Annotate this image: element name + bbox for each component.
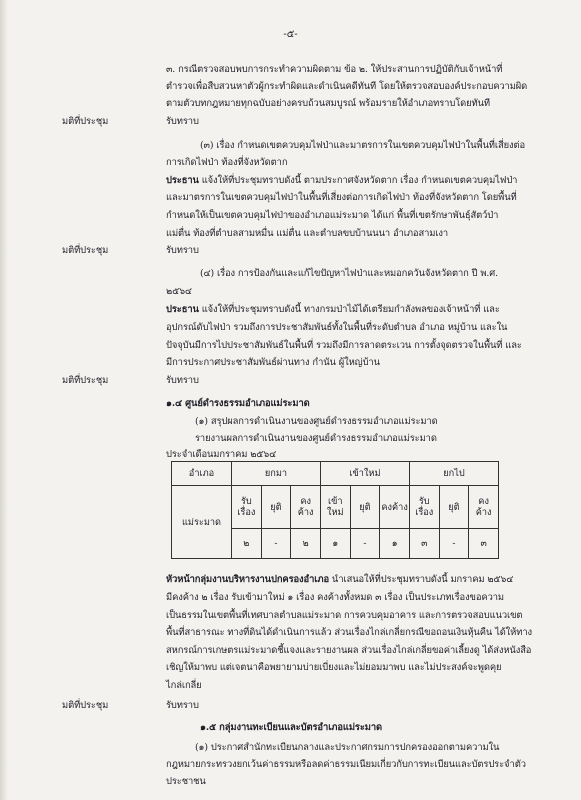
chair-label: ประธาน [166, 304, 199, 315]
resolution-label: มติที่ประชุม [62, 116, 109, 127]
text-line: เป็นธรรมในเขตพื้นที่เทศบาลตำบลแม่ระมาด การควบคุมอาคาร และการตรวจสอบแนวเขต [166, 610, 523, 621]
text-line: รายงานผลการดำเนินงานของศูนย์ดำรงธรรมอำเภอแม่ระมาด [195, 433, 437, 444]
text-line: พื้นที่สาธารณะ ทางที่ดินได้ดำเนินการแล้ว ส่วนเรื่องไกล่เกลี่ยกรณีขอถอนเงินหุ้นคืน ได้ให้ทาง [166, 627, 532, 638]
text-line: ประจำเดือนมกราคม ๒๕๖๔ [166, 449, 277, 460]
text-line: การเกิดไฟป่า ท้องที่จังหวัดตาก [166, 157, 288, 168]
text-span: แจ้งให้ที่ประชุมทราบดังนี้ ทางกรมป่าไม้ได้เตรียมกำลังพลของเจ้าหน้าที่ และ [201, 304, 500, 315]
section-heading: ๑.๕ กลุ่มงานทะเบียนและบัตรอำเภอแม่ระมาด [200, 722, 383, 733]
table-header: ยกมา [232, 462, 321, 486]
text-line: (๑) ประกาศสำนักทะเบียนกลางและประกาศกรมการปกครองออกตามความใน [195, 742, 500, 753]
table-subheader: ยุติ [439, 486, 469, 529]
table-header: เข้าใหม่ [320, 462, 409, 486]
resolution-label: มติที่ประชุม [62, 375, 109, 386]
text-line: สหกรณ์การเกษตรแม่ระมาดชี้แจงและรายงานผล ส่วนเรื่องไกล่เกลี่ยขอค่าเลี้ยงดู ได้ส่งหนังสือ [166, 645, 532, 656]
table-header: อำเภอ [172, 462, 232, 486]
table-subheader: คงค้าง [380, 486, 410, 529]
table-cell: ๒ [291, 529, 321, 559]
text-line: (๔) เรื่อง การป้องกันและแก้ไขปัญหาไฟป่าและหมอกควันจังหวัดตาก ปี พ.ศ. [200, 268, 499, 279]
text-line: (๑) สรุปผลการดำเนินงานของศูนย์ดำรงธรรมอำเภอแม่ระมาด [195, 416, 438, 427]
text-line: ประชาชน [166, 776, 206, 787]
text-line [166, 175, 517, 187]
text-line: (๓) เรื่อง กำหนดเขตควบคุมไฟป่าและมาตรการในเขตควบคุมไฟป่าในพื้นที่เสี่ยงต่อ [200, 140, 525, 151]
text-line [166, 304, 500, 316]
text-line: รับทราบ [166, 375, 199, 386]
head-admin-label: หัวหน้ากลุ่มงานบริหารงานปกครองอำเภอ [166, 574, 330, 585]
table-cell: ๓ [469, 529, 499, 559]
text-line: รับทราบ [166, 700, 199, 711]
text-line: มีคงค้าง ๒ เรื่อง รับเข้ามาใหม่ ๑ เรื่อง คงค้างทั้งหมด ๓ เรื่อง เป็นประเภทเรื่องขอความ [166, 592, 504, 603]
table-subheader: คง ค้าง [291, 486, 321, 529]
text-line: รับทราบ [166, 116, 199, 127]
table-header: ยกไป [409, 462, 498, 486]
text-line: มีการประกาศประชาสัมพันธ์ผ่านทาง กำนัน ผู้ใหญ่บ้าน [166, 357, 380, 368]
text-line: กำหนดให้เป็นเขตควบคุมไฟป่าของอำเภอแม่ระมาด ได้แก่ พื้นที่เขตรักษาพันธุ์สัตว์ป่า [166, 210, 499, 221]
table-cell: ๑ [380, 529, 410, 559]
text-line: รับทราบ [166, 245, 199, 256]
text-span: นำเสนอให้ที่ประชุมทราบดังนี้ มกราคม ๒๕๖๔ [331, 574, 514, 585]
table-subheader: รับ เรื่อง [409, 486, 439, 529]
summary-table [171, 461, 499, 559]
table-subheader: รับ เรื่อง [232, 486, 262, 529]
table-subheader: ยุติ [261, 486, 291, 529]
table-cell: - [261, 529, 291, 559]
table-subheader: ยุติ [350, 486, 380, 529]
text-line: และมาตรการในเขตควบคุมไฟป่าในพื้นที่เสี่ยงต่อการเกิดไฟป่า ท้องที่จังหวัดตาก โดยพื้นที่ [166, 192, 517, 203]
text-line: ปัจจุบันมีการไปประชาสัมพันธ์ในพื้นที่ รวมถึงมีการลาดตระเวน การตั้งจุดตรวจในพื้นที่ และ [166, 340, 522, 351]
text-line: ๓. กรณีตรวจสอบพบการกระทำความผิดตาม ข้อ ๒. ให้ประสานการปฏิบัติกับเจ้าหน้าที่ [166, 64, 503, 75]
text-line: ตามตัวบทกฎหมายทุกฉบับอย่างครบถ้วนสมบูรณ์ พร้อมรายให้อำเภอทราบโดยทันที [166, 98, 490, 109]
table-cell: ๓ [409, 529, 439, 559]
page-number: -๕- [283, 29, 298, 40]
table-subheader: เข้า ใหม่ [320, 486, 350, 529]
text-line: เชิญให้มาพบ แต่เจตนาคือพยายามบ่ายเบี่ยงและไม่ยอมมาพบ และไม่ประสงค์จะพูดคุย [166, 662, 502, 673]
text-line: กฎหมายกระทรวงยกเว้นค่าธรรมหรือลดค่าธรรมเนียมเกี่ยวกับการทะเบียนและบัตรประจำตัว [166, 759, 526, 770]
chair-label: ประธาน [166, 175, 199, 186]
text-line: ไกล่เกลี่ย [166, 680, 202, 691]
table-cell: - [350, 529, 380, 559]
scan-edge-shadow [0, 0, 8, 800]
text-line: ตำรวจเพื่อสืบสวนหาตัวผู้กระทำผิดและดำเนินคดีทันที โดยให้ตรวจสอบองค์ประกอบความผิด [166, 81, 528, 92]
table-cell-district: แม่ระมาด [172, 486, 232, 559]
table-cell: ๑ [320, 529, 350, 559]
section-heading: ๑.๔ ศูนย์ดำรงธรรมอำเภอแม่ระมาด [166, 398, 310, 409]
text-line [166, 574, 513, 586]
text-span: แจ้งให้ที่ประชุมทราบดังนี้ ตามประกาศจังหวัดตาก เรื่อง กำหนดเขตควบคุมไฟป่า [201, 175, 518, 186]
text-line: แม่ตื่น ท้องที่ตำบลสามหมื่น แม่ตื่น และตำบลขบบ้านนนา อำเภอสามเงา [166, 228, 449, 239]
resolution-label: มติที่ประชุม [62, 700, 109, 711]
text-line: อุปกรณ์ดับไฟป่า รวมถึงการประชาสัมพันธ์ทั้งในพื้นที่ระดับตำบล อำเภอ หมู่บ้าน และใน [166, 322, 508, 333]
table-cell: ๒ [232, 529, 262, 559]
resolution-label: มติที่ประชุม [62, 245, 109, 256]
table-cell: - [439, 529, 469, 559]
table-subheader: คง ค้าง [469, 486, 499, 529]
text-line: ๒๕๖๔ [166, 286, 192, 297]
